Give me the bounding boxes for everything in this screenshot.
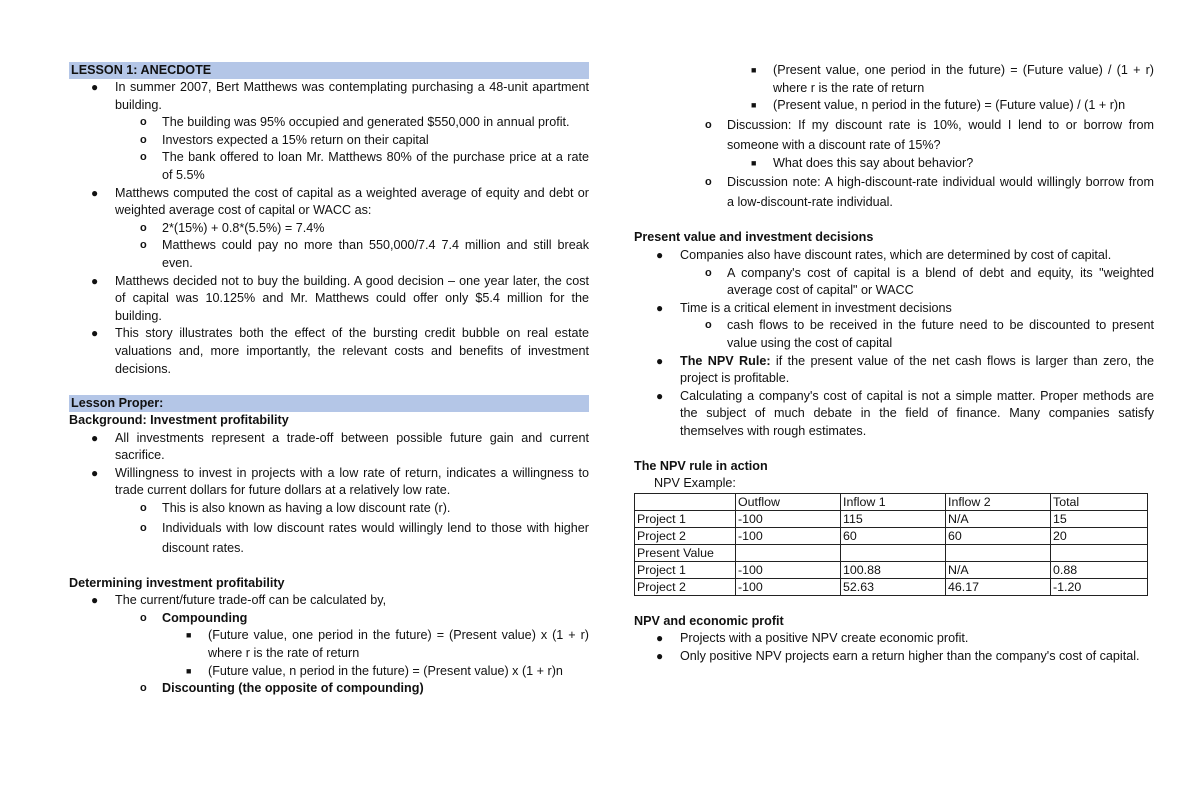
table-row: Present Value bbox=[635, 544, 1148, 561]
bullet-icon: ● bbox=[91, 80, 99, 94]
list-item: o Individuals with low discount rates would willingly lend to those with higher discount rates. bbox=[69, 518, 589, 558]
bullet-icon: ● bbox=[91, 273, 99, 288]
table-row: Project 1 -100 115 N/A 15 bbox=[635, 510, 1148, 527]
circle-bullet-icon: o bbox=[140, 611, 147, 624]
list-item: ■ (Future value, one period in the future) = (Present value) x (1 + r) where r is the rate of return bbox=[186, 628, 589, 661]
circle-bullet-icon: o bbox=[140, 502, 147, 515]
bullet-icon: ● bbox=[656, 648, 664, 663]
square-bullet-icon: ■ bbox=[186, 665, 192, 676]
circle-bullet-icon: o bbox=[705, 319, 712, 332]
table-row: Project 2 -100 60 60 20 bbox=[635, 527, 1148, 544]
list-item: ● Companies also have discount rates, which are determined by cost of capital. bbox=[634, 247, 1154, 265]
lesson1-heading: LESSON 1: ANECDOTE bbox=[69, 62, 589, 79]
circle-bullet-icon: o bbox=[140, 682, 147, 695]
lesson-proper-heading: Lesson Proper: bbox=[69, 395, 589, 412]
list-item: o The building was 95% occupied and generated $550,000 in annual profit. bbox=[69, 114, 589, 132]
square-bullet-icon: ■ bbox=[186, 630, 192, 641]
npv-action-heading: The NPV rule in action bbox=[634, 458, 768, 473]
list-item: ■ (Future value, n period in the future) = (Present value) x (1 + r)n bbox=[69, 663, 589, 681]
list-item: o Investors expected a 15% return on their capital bbox=[69, 132, 589, 150]
list-item: ● Time is a critical element in investment decisions bbox=[634, 300, 1154, 318]
square-bullet-icon: ■ bbox=[751, 100, 757, 111]
npv-table bbox=[634, 493, 1148, 596]
bullet-icon: ● bbox=[656, 247, 664, 262]
background-list bbox=[69, 430, 589, 558]
econ-heading: NPV and economic profit bbox=[634, 613, 784, 628]
list-item: ● All investments represent a trade-off between possible future gain and current sacrifice. bbox=[91, 430, 589, 463]
table-row: Project 2 -100 52.63 46.17 -1.20 bbox=[635, 578, 1148, 595]
circle-bullet-icon: o bbox=[140, 239, 147, 252]
list-item: ■ (Present value, n period in the future) = (Future value) / (1 + r)n bbox=[634, 97, 1154, 115]
circle-bullet-icon: o bbox=[140, 133, 147, 146]
list-item: o The bank offered to loan Mr. Matthews 80% of the purchase price at a rate of 5.5% bbox=[140, 150, 589, 182]
circle-bullet-icon: o bbox=[140, 521, 147, 534]
list-item: o 2*(15%) + 0.8*(5.5%) = 7.4% bbox=[69, 220, 589, 238]
pv-heading: Present value and investment decisions bbox=[634, 230, 874, 245]
table-header-row: Outflow Inflow 1 Inflow 2 Total bbox=[635, 493, 1148, 510]
list-item: o A company's cost of capital is a blend of debt and equity, its "weighted average cost of capital" or WACC bbox=[705, 265, 1154, 298]
list-item: ● In summer 2007, Bert Matthews was contemplating purchasing a 48-unit apartment building. bbox=[91, 80, 589, 112]
bullet-icon: ● bbox=[656, 631, 664, 646]
list-item: ● The NPV Rule: if the present value of the net cash flows is larger than zero, the project is profitable. bbox=[656, 353, 1154, 386]
circle-bullet-icon: o bbox=[140, 151, 147, 164]
list-item: ● Projects with a positive NPV create economic profit. bbox=[634, 630, 1154, 648]
list-item: o cash flows to be received in the future need to be discounted to present value using the cost of capital bbox=[705, 318, 1154, 350]
pv-list bbox=[634, 247, 1154, 441]
list-item: ● Only positive NPV projects earn a return higher than the company's cost of capital. bbox=[634, 648, 1154, 666]
list-item: o Discussion note: A high-discount-rate individual would willingly borrow from a low-discount-rate individual. bbox=[634, 172, 1154, 212]
discounting-list bbox=[634, 62, 1154, 212]
bullet-icon: ● bbox=[91, 326, 99, 341]
list-item: o Compounding bbox=[69, 610, 589, 628]
list-item: o Discounting (the opposite of compounding) bbox=[69, 680, 589, 698]
npv-example-label: NPV Example: bbox=[654, 476, 736, 491]
bullet-icon: ● bbox=[91, 465, 99, 480]
bullet-icon: ● bbox=[656, 388, 664, 403]
list-item: ● This story illustrates both the effect of the bursting credit bubble on real estate valuations and, more importantly, the relevant costs and benefits of investment decisions. bbox=[91, 326, 589, 376]
circle-bullet-icon: o bbox=[705, 266, 712, 279]
square-bullet-icon: ■ bbox=[751, 65, 757, 75]
list-item: o Matthews could pay no more than 550,000/7.4 7.4 million and still break even. bbox=[140, 238, 589, 270]
table-row: Project 1 -100 100.88 N/A 0.88 bbox=[635, 561, 1148, 578]
list-item: ■ (Present value, one period in the future) = (Future value) / (1 + r) where r is the rate of return bbox=[751, 63, 1154, 95]
square-bullet-icon: ■ bbox=[751, 157, 757, 168]
list-item: o This is also known as having a low discount rate (r). bbox=[69, 500, 589, 518]
circle-bullet-icon: o bbox=[705, 176, 712, 189]
list-item: ● The current/future trade-off can be calculated by, bbox=[69, 592, 589, 610]
left-column bbox=[69, 62, 589, 698]
bullet-icon: ● bbox=[656, 300, 664, 315]
bullet-icon: ● bbox=[91, 185, 99, 200]
list-item: ● Willingness to invest in projects with a low rate of return, indicates a willingness to trade current dollars for future dollars at a relatively low rate. bbox=[91, 465, 589, 498]
circle-bullet-icon: o bbox=[140, 116, 147, 129]
anecdote-list bbox=[69, 79, 589, 378]
background-heading: Background: Investment profitability bbox=[69, 413, 289, 428]
list-item: ● Matthews computed the cost of capital as a weighted average of equity and debt or weighted average cost of capital or WACC as: bbox=[91, 185, 589, 218]
circle-bullet-icon: o bbox=[140, 221, 147, 234]
bullet-icon: ● bbox=[91, 430, 99, 445]
determining-heading: Determining investment profitability bbox=[69, 575, 285, 590]
list-item: ● Matthews decided not to buy the building. A good decision – one year later, the cost of capital was 10.125% and Mr. Matthews could offer only $5.4 million for the building. bbox=[91, 273, 589, 323]
list-item: o Discussion: If my discount rate is 10%, would I lend to or borrow from someone with a discount rate of 15%? bbox=[634, 115, 1154, 155]
determining-list bbox=[69, 592, 589, 698]
list-item: ● Calculating a company's cost of capital is not a simple matter. Proper methods are the subject of much debate in the field of finance. Many companies satisfy themselves with rough estimates. bbox=[656, 388, 1154, 438]
bullet-icon: ● bbox=[656, 353, 664, 368]
circle-bullet-icon: o bbox=[705, 118, 712, 131]
econ-list bbox=[634, 630, 1154, 665]
bullet-icon: ● bbox=[91, 593, 99, 608]
list-item: ■ What does this say about behavior? bbox=[634, 155, 1154, 173]
npv-rule-label: The NPV Rule: bbox=[680, 353, 771, 368]
right-column bbox=[634, 62, 1154, 665]
